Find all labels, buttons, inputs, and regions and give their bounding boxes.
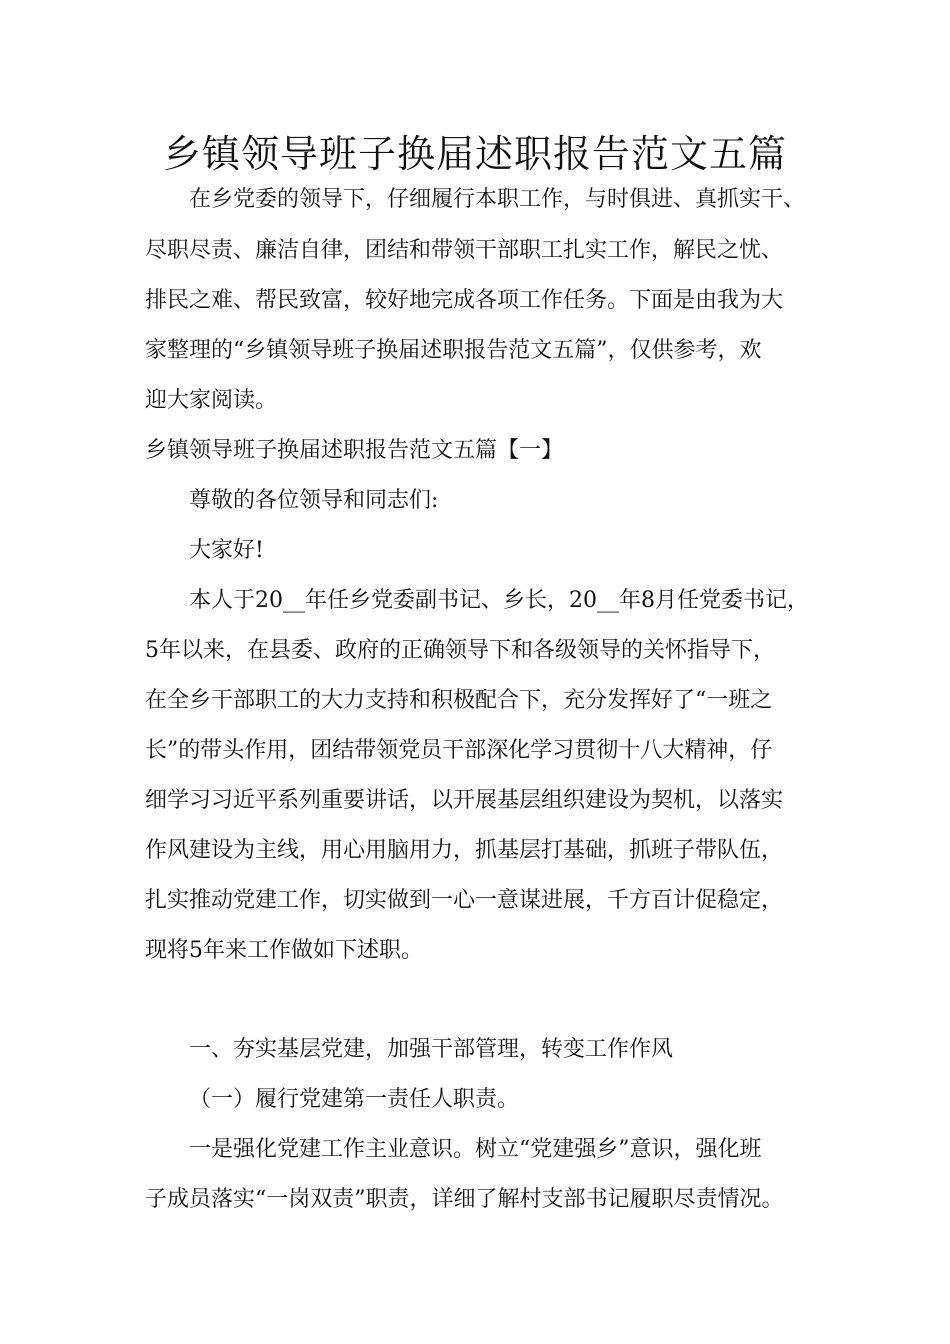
paragraph-line: 长”的带头作用，团结带领党员干部深化学习贯彻十八大精神，仔 [145,738,773,763]
paragraph-line: 在乡党委的领导下，仔细履行本职工作，与时俱进、真抓实干、 [189,187,806,212]
subsection-heading: （一）履行党建第一责任人职责。 [189,1087,520,1112]
paragraph-line: 作风建设为主线，用心用脑用力，抓基层打基础，抓班子带队伍， [145,838,784,863]
section-heading: 乡镇领导班子换届述职报告范文五篇【一】 [145,438,564,463]
paragraph-line: 在全乡干部职工的大力支持和积极配合下，充分发挥好了“一班之 [145,688,773,713]
paragraph-line: 家整理的“乡镇领导班子换届述职报告范文五篇”，仅供参考，欢 [145,338,762,363]
paragraph-line: 一是强化党建工作主业意识。树立“党建强乡”意识，强化班 [189,1137,762,1162]
document-title: 乡镇领导班子换届述职报告范文五篇 [162,132,787,176]
paragraph-line: 子成员落实“一岗双责”职责，详细了解村支部书记履职尽责情况。 [145,1187,784,1212]
paragraph-line: 扎实推动党建工作，切实做到一心一意谋进展，千方百计促稳定， [145,888,784,913]
greeting-line: 大家好! [189,538,264,563]
paragraph-line: 排民之难、帮民致富，较好地完成各项工作任务。下面是由我为大 [145,288,784,313]
paragraph-line: 尽职尽责、廉洁自律，团结和带领干部职工扎实工作，解民之忧、 [145,238,784,263]
paragraph-line: 5年以来，在县委、政府的正确领导下和各级领导的关怀指导下， [145,638,775,663]
salutation-line: 尊敬的各位领导和同志们: [189,488,439,513]
paragraph-line: 现将5年来工作做如下述职。 [145,938,423,963]
paragraph-line: 迎大家阅读。 [145,388,278,413]
section-heading: 一、夯实基层党建，加强干部管理，转变工作作风 [189,1037,674,1062]
paragraph-line: 细学习习近平系列重要讲话，以开展基层组织建设为契机，以落实 [145,788,784,813]
paragraph-line: 本人于20__年任乡党委副书记、乡长，20__年8月任党委书记， [189,588,809,613]
